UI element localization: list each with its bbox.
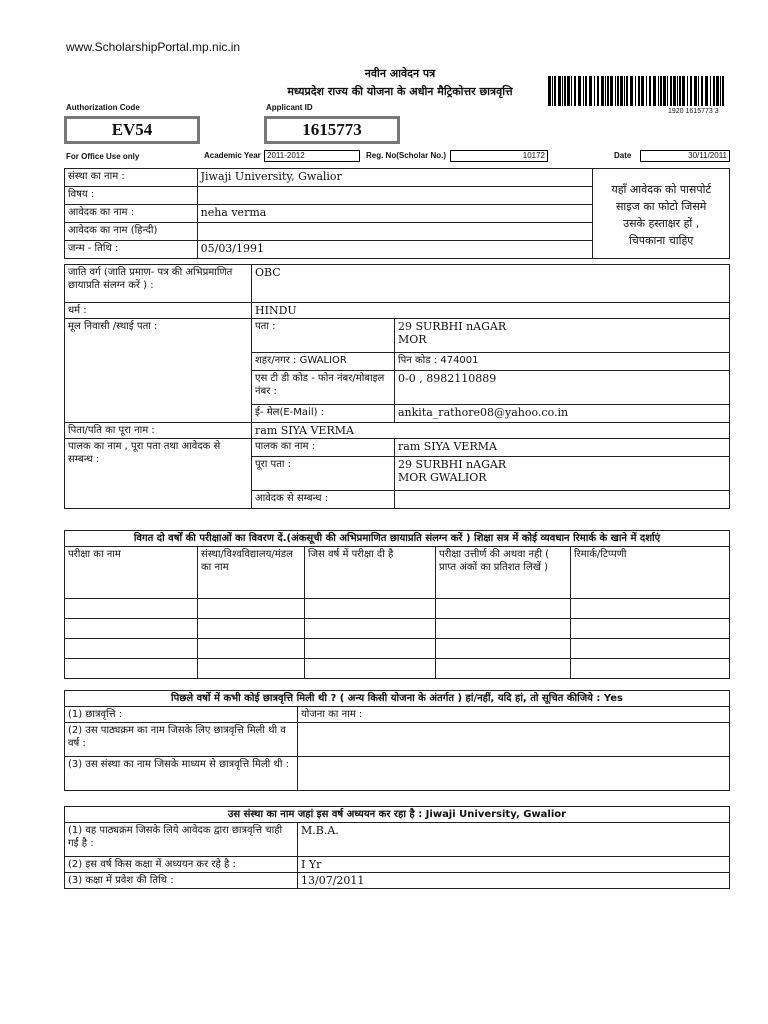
current-heading: उस संस्था का नाम जहां इस वर्ष अध्ययन कर रहा है : Jiwaji University, Gwalior <box>65 807 730 823</box>
barcode-bar <box>620 76 623 106</box>
table-row <box>65 599 730 619</box>
guardian-name-value: ram SIYA VERMA <box>395 439 730 457</box>
exam-col-institution: संस्था/विश्वविद्यालय/मंडल का नाम <box>198 547 305 599</box>
exam-col-name: परीक्षा का नाम <box>65 547 198 599</box>
std-label: एस टी डी कोड - फोन नंबर/मोबाइल नंबर : <box>252 371 395 405</box>
portal-url: www.ScholarshipPortal.mp.nic.in <box>66 40 241 54</box>
current-a3: 13/07/2011 <box>298 873 730 889</box>
barcode-bar <box>574 76 576 106</box>
barcode-bar <box>667 76 668 106</box>
institution-label: संस्था का नाम : <box>65 169 198 187</box>
addr-label: पता : <box>252 319 395 353</box>
religion-label: धर्म : <box>65 303 252 319</box>
barcode-bar <box>585 76 587 106</box>
barcode-bar <box>626 76 628 106</box>
details-table <box>64 264 730 509</box>
barcode-bar <box>571 76 572 106</box>
barcode-bar <box>679 76 681 106</box>
guardian-label: पालक का नाम , पूरा पता तथा आवेदक से सम्बन्ध : <box>65 439 252 509</box>
subject-label: विषय : <box>65 187 198 205</box>
pin-field: पिन कोड : 474001 <box>395 353 730 371</box>
authorization-label: Authorization Code <box>66 103 140 112</box>
relation-value <box>395 491 730 509</box>
barcode <box>548 76 728 106</box>
email-label: ई- मेल(E-Mail) : <box>252 405 395 423</box>
form-title: नवीन आवेदन पत्र <box>364 67 436 80</box>
barcode-bar <box>552 76 553 106</box>
barcode-bar <box>694 76 697 106</box>
applicant-name-value: neha verma <box>197 205 593 223</box>
address-label: मूल निवासी /स्थाई पता : <box>65 319 252 423</box>
barcode-bar <box>578 76 581 106</box>
form-subtitle: मध्यप्रदेश राज्य की योजना के अधीन मैट्रिकोत्तर छात्रवृत्ति <box>287 85 513 98</box>
barcode-bar <box>615 76 616 106</box>
barcode-bar <box>554 76 556 106</box>
photo-box: यहाँ आवेदक को पासपोर्ट साइज का फोटो जिसमे उसके हस्ताक्षर हों , चिपकाना चाहिए <box>593 169 730 259</box>
barcode-bar <box>601 76 604 106</box>
barcode-bar <box>701 76 703 106</box>
current-q1: (1) वह पाठ्यक्रम जिसके लिये आवेदक द्वारा छात्रवृत्ति चाही गई है : <box>65 823 298 857</box>
date-value: 30/11/2011 <box>640 150 730 162</box>
applicant-name-label: आवेदक का नाम : <box>65 205 198 223</box>
barcode-bar <box>610 76 613 106</box>
authorization-code: EV54 <box>64 116 200 144</box>
exam-col-result: परीक्षा उत्तीर्ण की अथवा नही ( प्राप्त अंकों का प्रतिशत लिखें ) <box>436 547 571 599</box>
barcode-bar <box>558 76 561 106</box>
prev-q1: (1) छात्रवृत्ति : <box>65 707 298 723</box>
table-row <box>65 619 730 639</box>
addr-value: 29 SURBHI nAGAR MOR <box>395 319 730 353</box>
barcode-bar <box>713 76 715 106</box>
current-a1: M.B.A. <box>298 823 730 857</box>
current-study-table <box>64 806 730 889</box>
basic-info-table <box>64 168 730 259</box>
full-addr-value: 29 SURBHI nAGAR MOR GWALIOR <box>395 457 730 491</box>
applicant-id: 1615773 <box>264 116 400 144</box>
barcode-bar <box>567 76 570 106</box>
prev-scholarship-heading: पिछले वर्षो में कभी कोई छात्रवृत्ति मिली थी ? ( अन्य किसी योजना के अंतर्गत ) हां/नहीं, यदि हां, तो सूचित कीजिये : Yes <box>65 691 730 707</box>
barcode-bar <box>687 76 688 106</box>
religion-value: HINDU <box>252 303 730 319</box>
applicant-name-hindi-value <box>197 223 593 241</box>
reg-no-label: Reg. No(Scholar No.) <box>366 151 447 160</box>
academic-year-label: Academic Year <box>204 151 261 160</box>
subject-value <box>197 187 593 205</box>
prev-q1-scheme: योजना का नाम : <box>298 707 730 723</box>
prev-q2: (2) उस पाठ्यक्रम का नाम जिसके लिए छात्रवृत्ति मिली थी व वर्ष : <box>65 723 298 757</box>
barcode-bar <box>698 76 699 106</box>
barcode-bar <box>646 76 647 106</box>
barcode-number: 1920 1615773 3 <box>668 108 719 115</box>
barcode-bar <box>594 76 595 106</box>
reg-no-value: 10172 <box>450 150 548 162</box>
barcode-bar <box>722 76 724 106</box>
barcode-bar <box>658 76 659 106</box>
academic-year-value: 2011-2012 <box>264 150 360 162</box>
barcode-bar <box>673 76 676 106</box>
barcode-bar <box>617 76 619 106</box>
barcode-bar <box>682 76 685 106</box>
father-value: ram SIYA VERMA <box>252 423 730 439</box>
barcode-bar <box>641 76 644 106</box>
city-field: शहर/नगर : GWALIOR <box>252 353 395 371</box>
applicant-name-hindi-label: आवेदक का नाम (हिन्दी) <box>65 223 198 241</box>
exam-col-remark: रिमार्क/टिप्पणी <box>571 547 730 599</box>
barcode-bar <box>670 76 672 106</box>
barcode-bar <box>705 76 708 106</box>
guardian-name-label: पालक का नाम : <box>252 439 395 457</box>
barcode-bar <box>597 76 599 106</box>
barcode-bar <box>624 76 625 106</box>
barcode-bar <box>690 76 692 106</box>
barcode-bar <box>677 76 678 106</box>
barcode-bar <box>630 76 633 106</box>
barcode-bar <box>638 76 640 106</box>
barcode-bar <box>663 76 666 106</box>
barcode-bar <box>653 76 656 106</box>
barcode-bar <box>710 76 711 106</box>
dob-label: जन्म - तिथि : <box>65 241 198 259</box>
caste-label: जाति वर्ग (जाति प्रमाण- पत्र की अभिप्रमाणित छायाप्रति संलग्न करें ) : <box>65 265 252 303</box>
caste-value: OBC <box>252 265 730 303</box>
barcode-bar <box>564 76 566 106</box>
barcode-bar <box>605 76 606 106</box>
full-addr-label: पूरा पता : <box>252 457 395 491</box>
exam-col-year: जिस वर्ष में परीक्षा दी है <box>305 547 436 599</box>
barcode-bar <box>660 76 662 106</box>
exams-heading: विगत दो वर्षों की परीक्षाओं का विवरण दें.(अंकसूची की अभिप्रमाणित छायाप्रति संलग्न करें ) शिक्षा सत्र में कोई व्यवधान रिमार्क के खाने में दर्शाएं <box>65 531 730 547</box>
institution-value: Jiwaji University, Gwalior <box>197 169 593 187</box>
barcode-bar <box>716 76 719 106</box>
office-use-label: For Office Use only <box>66 152 140 161</box>
table-row <box>65 659 730 679</box>
relation-label: आवेदक से सम्बन्ध : <box>252 491 395 509</box>
dob-value: 05/03/1991 <box>197 241 593 259</box>
table-row <box>65 639 730 659</box>
barcode-bar <box>607 76 609 106</box>
barcode-bar <box>635 76 636 106</box>
date-label: Date <box>614 151 632 160</box>
email-value: ankita_rathore08@yahoo.co.in <box>395 405 730 423</box>
barcode-bar <box>589 76 592 106</box>
exams-table <box>64 530 730 679</box>
current-q2: (2) इस वर्ष किस कक्षा में अध्ययन कर रहे है : <box>65 857 298 873</box>
barcode-bar <box>720 76 721 106</box>
barcode-bar <box>562 76 563 106</box>
current-q3: (3) कक्षा में प्रवेश की तिथि : <box>65 873 298 889</box>
barcode-bar <box>583 76 584 106</box>
barcode-bar <box>548 76 551 106</box>
applicant-id-label: Applicant ID <box>266 103 313 112</box>
barcode-bar <box>649 76 651 106</box>
father-label: पिता/पति का पूरा नाम : <box>65 423 252 439</box>
prev-q3: (3) उस संस्था का नाम जिसके माध्यम से छात्रवृत्ति मिली थी : <box>65 757 298 791</box>
prev-scholarship-table <box>64 690 730 791</box>
phone-value: 0-0 , 8982110889 <box>395 371 730 405</box>
current-a2: I Yr <box>298 857 730 873</box>
